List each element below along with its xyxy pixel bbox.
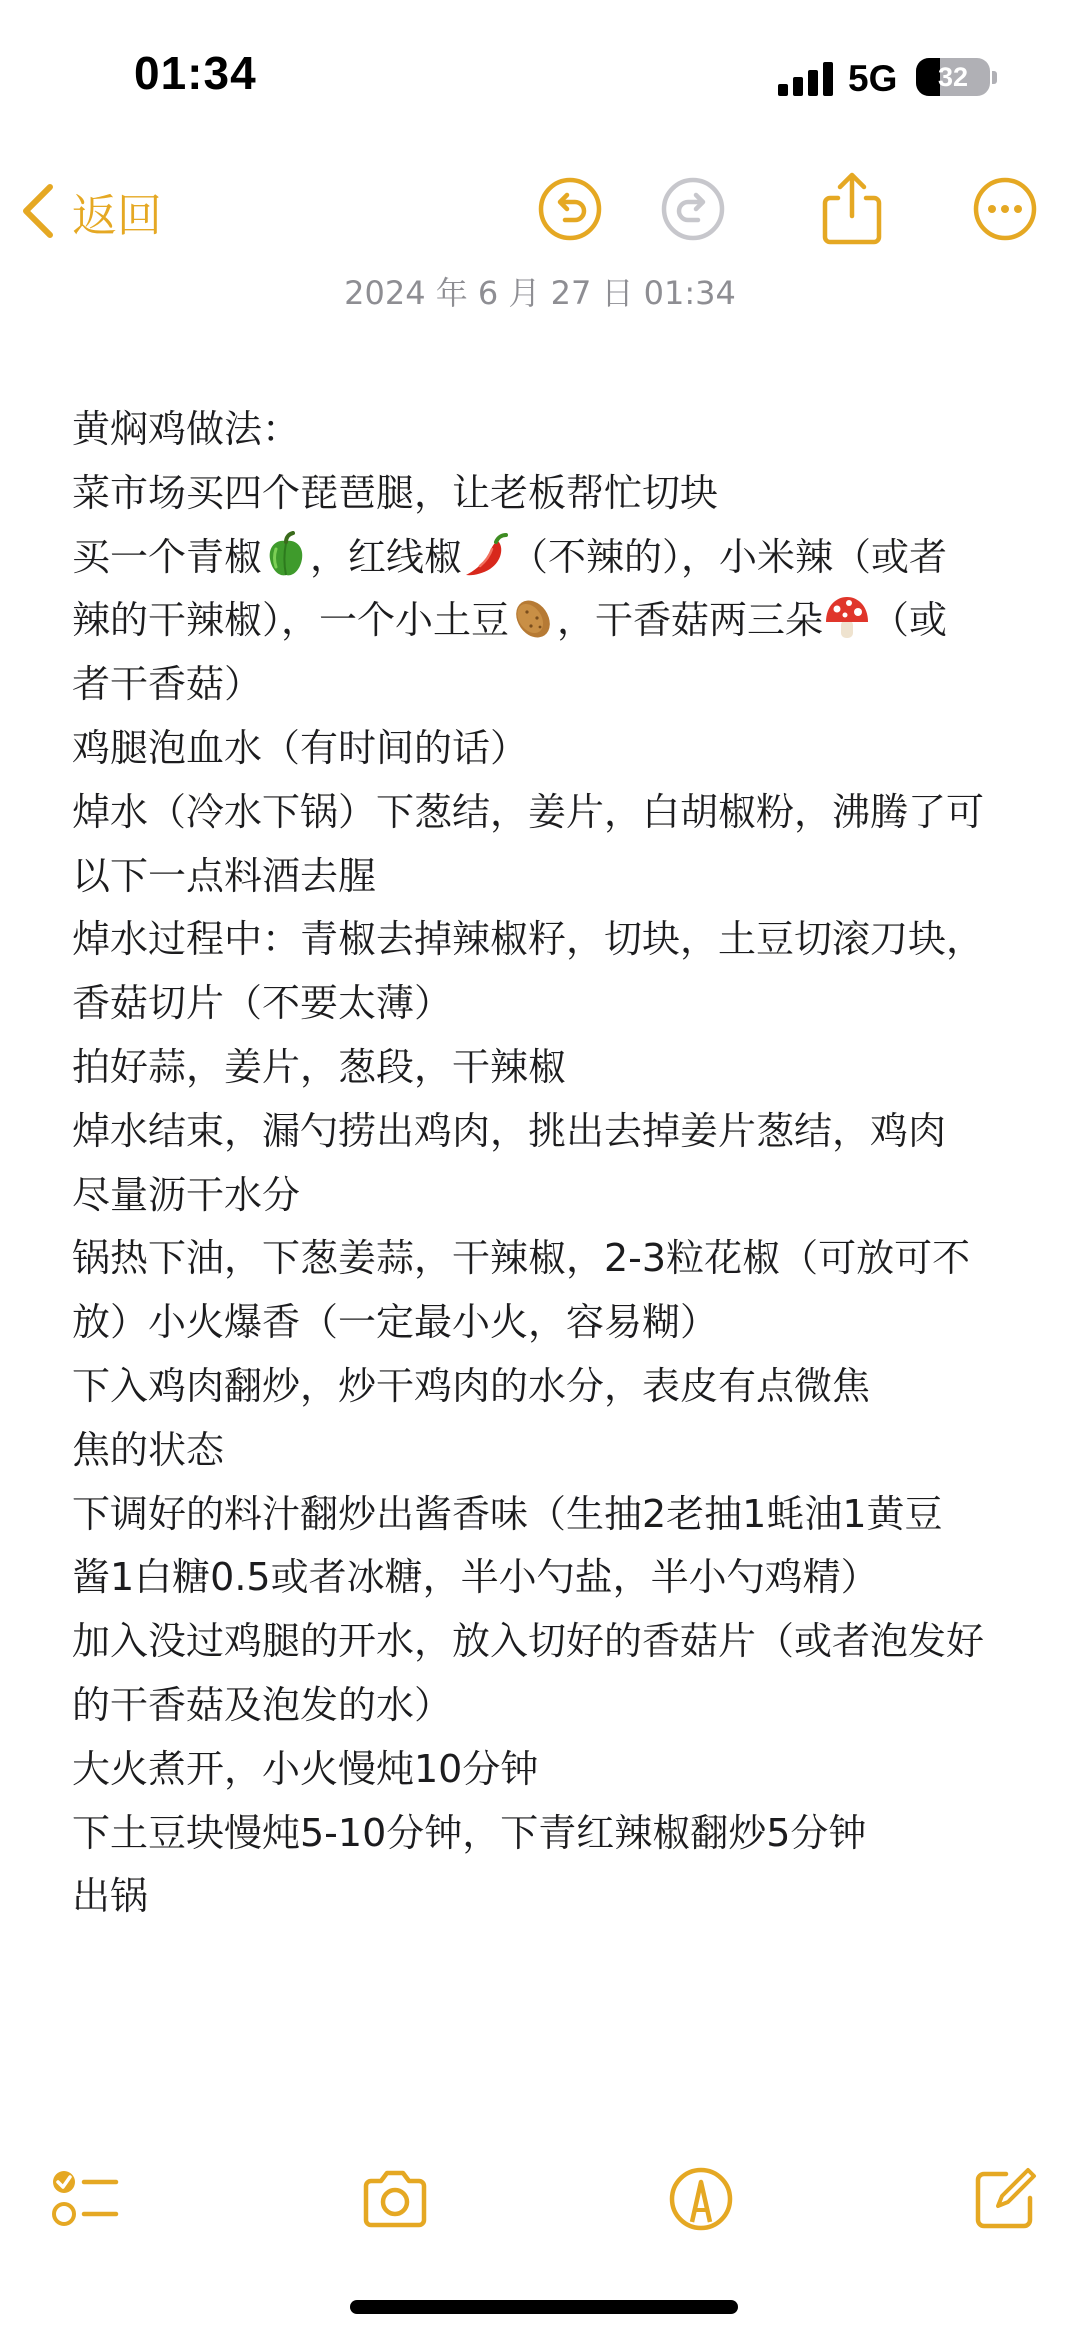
note-text: 者干香菇） xyxy=(72,662,263,707)
note-line xyxy=(72,717,1022,781)
note-line xyxy=(72,1674,1022,1738)
note-text: 辣的干辣椒），一个小土豆 xyxy=(72,598,510,643)
note-text: 下入鸡肉翻炒，炒干鸡肉的水分，表皮有点微焦 xyxy=(72,1363,871,1408)
compose-icon[interactable] xyxy=(968,2162,1042,2236)
note-text: 大火煮开，小火慢炖10分钟 xyxy=(72,1746,539,1791)
note-text: 焯水（冷水下锅）下葱结，姜片，白胡椒粉，沸腾了可 xyxy=(72,789,985,834)
note-text: 焯水结束，漏勺捞出鸡肉，挑出去掉姜片葱结，鸡肉 xyxy=(72,1108,947,1153)
note-line xyxy=(72,1355,1022,1419)
battery-nub xyxy=(992,71,997,84)
home-indicator xyxy=(350,2300,738,2314)
note-line xyxy=(72,589,1022,653)
note-line xyxy=(72,1100,1022,1164)
note-line xyxy=(72,781,1022,845)
note-text: 加入没过鸡腿的开水，放入切好的香菇片（或者泡发好 xyxy=(72,1619,985,1664)
note-line xyxy=(72,1227,1022,1291)
checklist-icon[interactable] xyxy=(48,2162,122,2236)
note-text: 黄焖鸡做法： xyxy=(72,407,301,451)
cellular-signal-icon xyxy=(778,62,834,96)
note-line xyxy=(72,1865,1022,1929)
note-text: 买一个青椒 xyxy=(72,534,263,579)
note-text: 焦的状态 xyxy=(72,1427,225,1472)
note-text: 以下一点料酒去腥 xyxy=(72,853,377,898)
potato-icon xyxy=(509,594,557,642)
note-line xyxy=(72,1291,1022,1355)
note-text: 出锅 xyxy=(72,1874,149,1919)
markup-icon[interactable] xyxy=(664,2162,738,2236)
network-type: 5G xyxy=(848,58,898,99)
note-line xyxy=(72,1164,1022,1228)
note-line xyxy=(72,1610,1022,1674)
note-line xyxy=(72,1483,1022,1547)
note-line xyxy=(72,1546,1022,1610)
more-icon[interactable] xyxy=(972,176,1038,242)
note-text: 菜市场买四个琵琶腿，让老板帮忙切块 xyxy=(72,470,719,515)
note-line xyxy=(72,1419,1022,1483)
note-text: ，红线椒 xyxy=(310,534,463,579)
note-line xyxy=(72,653,1022,717)
green-pepper-icon xyxy=(262,531,310,579)
chevron-left-icon xyxy=(20,182,56,240)
note-date: 2024 年 6 月 27 日 01:34 xyxy=(344,274,736,312)
note-text: 酱1白糖0.5或者冰糖，半小勺盐，半小勺鸡精） xyxy=(72,1555,879,1600)
note-text: 尽量沥干水分 xyxy=(72,1172,301,1217)
note-line xyxy=(72,1738,1022,1802)
mushroom-icon xyxy=(823,594,871,642)
note-line xyxy=(72,462,1022,526)
note-text: 拍好蒜，姜片，葱段，干辣椒 xyxy=(72,1044,567,1089)
camera-icon[interactable] xyxy=(358,2162,432,2236)
note-line xyxy=(72,845,1022,909)
note-text: ，干香菇两三朵 xyxy=(557,598,824,643)
note-text: （不辣的），小米辣（或者 xyxy=(510,534,948,579)
note-line xyxy=(72,398,1022,462)
note-text: （或 xyxy=(871,598,948,643)
note-text: 锅热下油，下葱姜蒜，干辣椒，2-3粒花椒（可放可不 xyxy=(72,1236,971,1281)
status-time: 01:34 xyxy=(134,47,257,99)
note-line xyxy=(72,972,1022,1036)
note-text: 鸡腿泡血水（有时间的话） xyxy=(72,725,529,770)
note-text: 下土豆块慢炖5-10分钟，下青红辣椒翻炒5分钟 xyxy=(72,1810,867,1855)
note-text: 的干香菇及泡发的水） xyxy=(72,1682,453,1727)
note-text: 放）小火爆香（一定最小火，容易糊） xyxy=(72,1300,719,1345)
chili-pepper-icon xyxy=(462,531,510,579)
battery-level: 32 xyxy=(937,62,969,92)
undo-icon[interactable] xyxy=(537,176,603,242)
note-text: 香菇切片（不要太薄） xyxy=(72,981,453,1026)
battery-icon xyxy=(916,58,990,96)
note-text: 下调好的料汁翻炒出酱香味（生抽2老抽1蚝油1黄豆 xyxy=(72,1491,943,1536)
note-line xyxy=(72,1802,1022,1866)
redo-icon[interactable] xyxy=(660,176,726,242)
back-label: 返回 xyxy=(72,188,163,242)
back-button[interactable] xyxy=(20,176,162,246)
note-line xyxy=(72,526,1022,590)
note-line xyxy=(72,908,1022,972)
note-body[interactable] xyxy=(72,398,1022,1929)
note-text: 焯水过程中：青椒去掉辣椒籽，切块，土豆切滚刀块， xyxy=(72,917,985,962)
share-icon[interactable] xyxy=(816,170,888,246)
note-line xyxy=(72,1036,1022,1100)
